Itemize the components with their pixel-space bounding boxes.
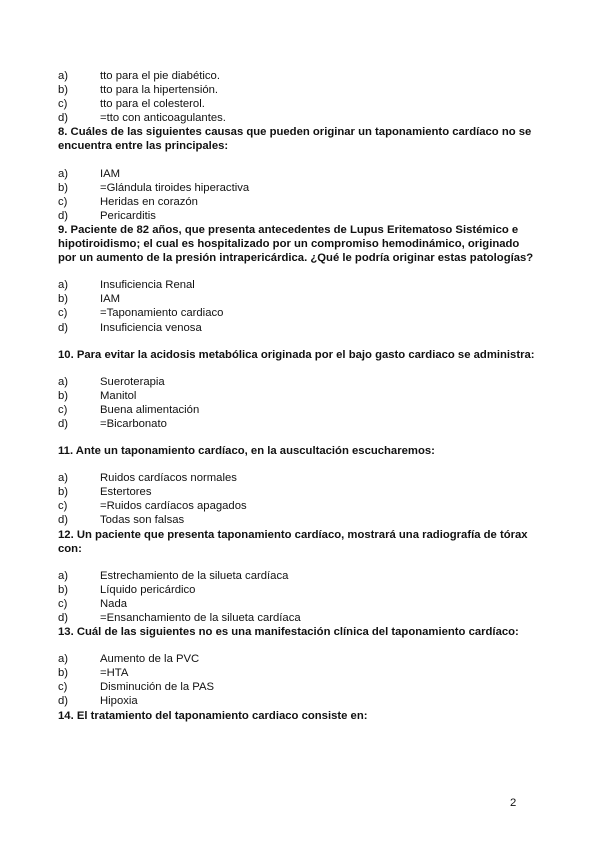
option-row xyxy=(58,321,538,335)
option-row xyxy=(58,569,538,583)
question-13 xyxy=(58,625,538,708)
option-letter: c) xyxy=(58,500,68,513)
options-list xyxy=(58,167,538,223)
question-text: 13. Cuál de las siguientes no es una manifestación clínica del taponamiento cardíaco: xyxy=(58,626,519,639)
option-row xyxy=(58,83,538,97)
option-text: Heridas en corazón xyxy=(100,195,198,208)
option-row xyxy=(58,597,538,611)
option-letter: d) xyxy=(58,612,69,624)
option-row xyxy=(58,652,538,666)
lead-options xyxy=(58,69,538,125)
option-letter: a) xyxy=(58,653,69,666)
option-text: =tto con anticoagulantes. xyxy=(100,112,226,125)
option-letter: c) xyxy=(58,307,68,320)
option-letter: b) xyxy=(58,667,69,680)
option-row xyxy=(58,181,538,195)
option-letter: b) xyxy=(58,583,69,596)
option-row xyxy=(58,292,538,306)
option-text: IAM xyxy=(100,293,121,306)
option-letter: d) xyxy=(58,417,69,430)
options-list xyxy=(58,471,538,527)
option-letter: b) xyxy=(58,84,69,97)
option-row xyxy=(58,680,538,694)
question-14 xyxy=(58,709,538,723)
question-text: 14. El tratamiento del taponamiento cardiaco consiste en: xyxy=(58,709,368,722)
option-letter: a) xyxy=(58,70,69,82)
option-text: =Taponamiento cardiaco xyxy=(100,307,224,320)
option-row xyxy=(58,375,538,389)
option-row xyxy=(58,499,538,513)
option-letter: d) xyxy=(58,321,69,334)
option-letter: d) xyxy=(58,514,69,527)
question-text: 8. Cuáles de las siguientes causas que pueden originar un taponamiento cardíaco no se encuentra entre las principales: xyxy=(58,126,532,153)
document-body xyxy=(58,69,538,723)
option-letter: d) xyxy=(58,209,69,222)
option-letter: a) xyxy=(58,569,69,582)
option-text: Sueroterapia xyxy=(100,375,165,388)
question-text: 10. Para evitar la acidosis metabólica originada por el bajo gasto cardiaco se administra: xyxy=(58,348,535,361)
option-row xyxy=(58,389,538,403)
option-letter: b) xyxy=(58,293,69,306)
option-row xyxy=(58,485,538,499)
option-letter: b) xyxy=(58,181,69,194)
option-letter: d) xyxy=(58,112,69,125)
option-letter: a) xyxy=(58,375,69,388)
option-text: tto para la hipertensión. xyxy=(100,84,219,97)
options-list xyxy=(58,652,538,708)
option-row xyxy=(58,69,538,83)
option-row xyxy=(58,513,538,527)
option-text: =Bicarbonato xyxy=(100,417,167,430)
option-text: tto para el colesterol. xyxy=(100,98,205,111)
question-8 xyxy=(58,125,538,223)
option-row xyxy=(58,666,538,680)
option-row xyxy=(58,306,538,320)
question-text: 12. Un paciente que presenta taponamiento cardíaco, mostrará una radiografía de tórax con: xyxy=(58,528,528,555)
option-row xyxy=(58,97,538,111)
option-letter: c) xyxy=(58,597,68,610)
option-row xyxy=(58,471,538,485)
option-text: Estertores xyxy=(100,486,152,499)
option-row xyxy=(58,111,538,125)
option-letter: b) xyxy=(58,486,69,499)
option-text: Insuficiencia venosa xyxy=(100,321,202,334)
option-row xyxy=(58,403,538,417)
option-text: Nada xyxy=(100,597,128,610)
option-text: Disminución de la PAS xyxy=(100,681,215,694)
option-row xyxy=(58,278,538,292)
option-letter: c) xyxy=(58,98,68,111)
option-text: Hipoxia xyxy=(100,695,138,708)
option-text: Aumento de la PVC xyxy=(100,653,200,666)
option-letter: c) xyxy=(58,195,68,208)
option-letter: d) xyxy=(58,695,69,708)
option-letter: a) xyxy=(58,472,69,485)
option-text: Manitol xyxy=(100,389,137,402)
question-text: 9. Paciente de 82 años, que presenta antecedentes de Lupus Eritematoso Sistémico e hipotiroidismo; el cual es hospitalizado por un compromiso hemodinámico, originado por un aumento de la presión intrapericárdica. ¿Qué le podría originar estas patologías? xyxy=(58,223,534,265)
option-row xyxy=(58,167,538,181)
option-row xyxy=(58,694,538,708)
option-text: =Ensanchamiento de la silueta cardíaca xyxy=(100,612,301,624)
option-text: =HTA xyxy=(100,667,129,680)
question-12 xyxy=(58,528,538,626)
option-text: Estrechamiento de la silueta cardíaca xyxy=(100,569,289,582)
option-letter: c) xyxy=(58,681,68,694)
option-letter: a) xyxy=(58,279,69,292)
option-row xyxy=(58,583,538,597)
options-list xyxy=(58,375,538,431)
options-list xyxy=(58,278,538,334)
question-9 xyxy=(58,223,538,335)
question-text: 11. Ante un taponamiento cardíaco, en la auscultación escucharemos: xyxy=(58,445,435,458)
options-list xyxy=(58,569,538,625)
option-row xyxy=(58,611,538,625)
option-text: Ruidos cardíacos normales xyxy=(100,472,237,485)
option-letter: c) xyxy=(58,403,68,416)
option-text: Pericarditis xyxy=(100,209,156,222)
option-text: =Glándula tiroides hiperactiva xyxy=(100,181,250,194)
question-10 xyxy=(58,348,538,431)
option-text: Todas son falsas xyxy=(100,514,185,527)
option-text: tto para el pie diabético. xyxy=(100,70,220,82)
option-text: =Ruidos cardíacos apagados xyxy=(100,500,247,513)
option-text: IAM xyxy=(100,167,121,180)
option-text: Líquido pericárdico xyxy=(100,583,196,596)
option-text: Insuficiencia Renal xyxy=(100,279,195,292)
option-letter: a) xyxy=(58,167,69,180)
option-row xyxy=(58,195,538,209)
option-row xyxy=(58,209,538,223)
page-number: 2 xyxy=(510,797,517,809)
option-row xyxy=(58,417,538,431)
question-11 xyxy=(58,444,538,527)
option-text: Buena alimentación xyxy=(100,403,200,416)
option-letter: b) xyxy=(58,389,69,402)
